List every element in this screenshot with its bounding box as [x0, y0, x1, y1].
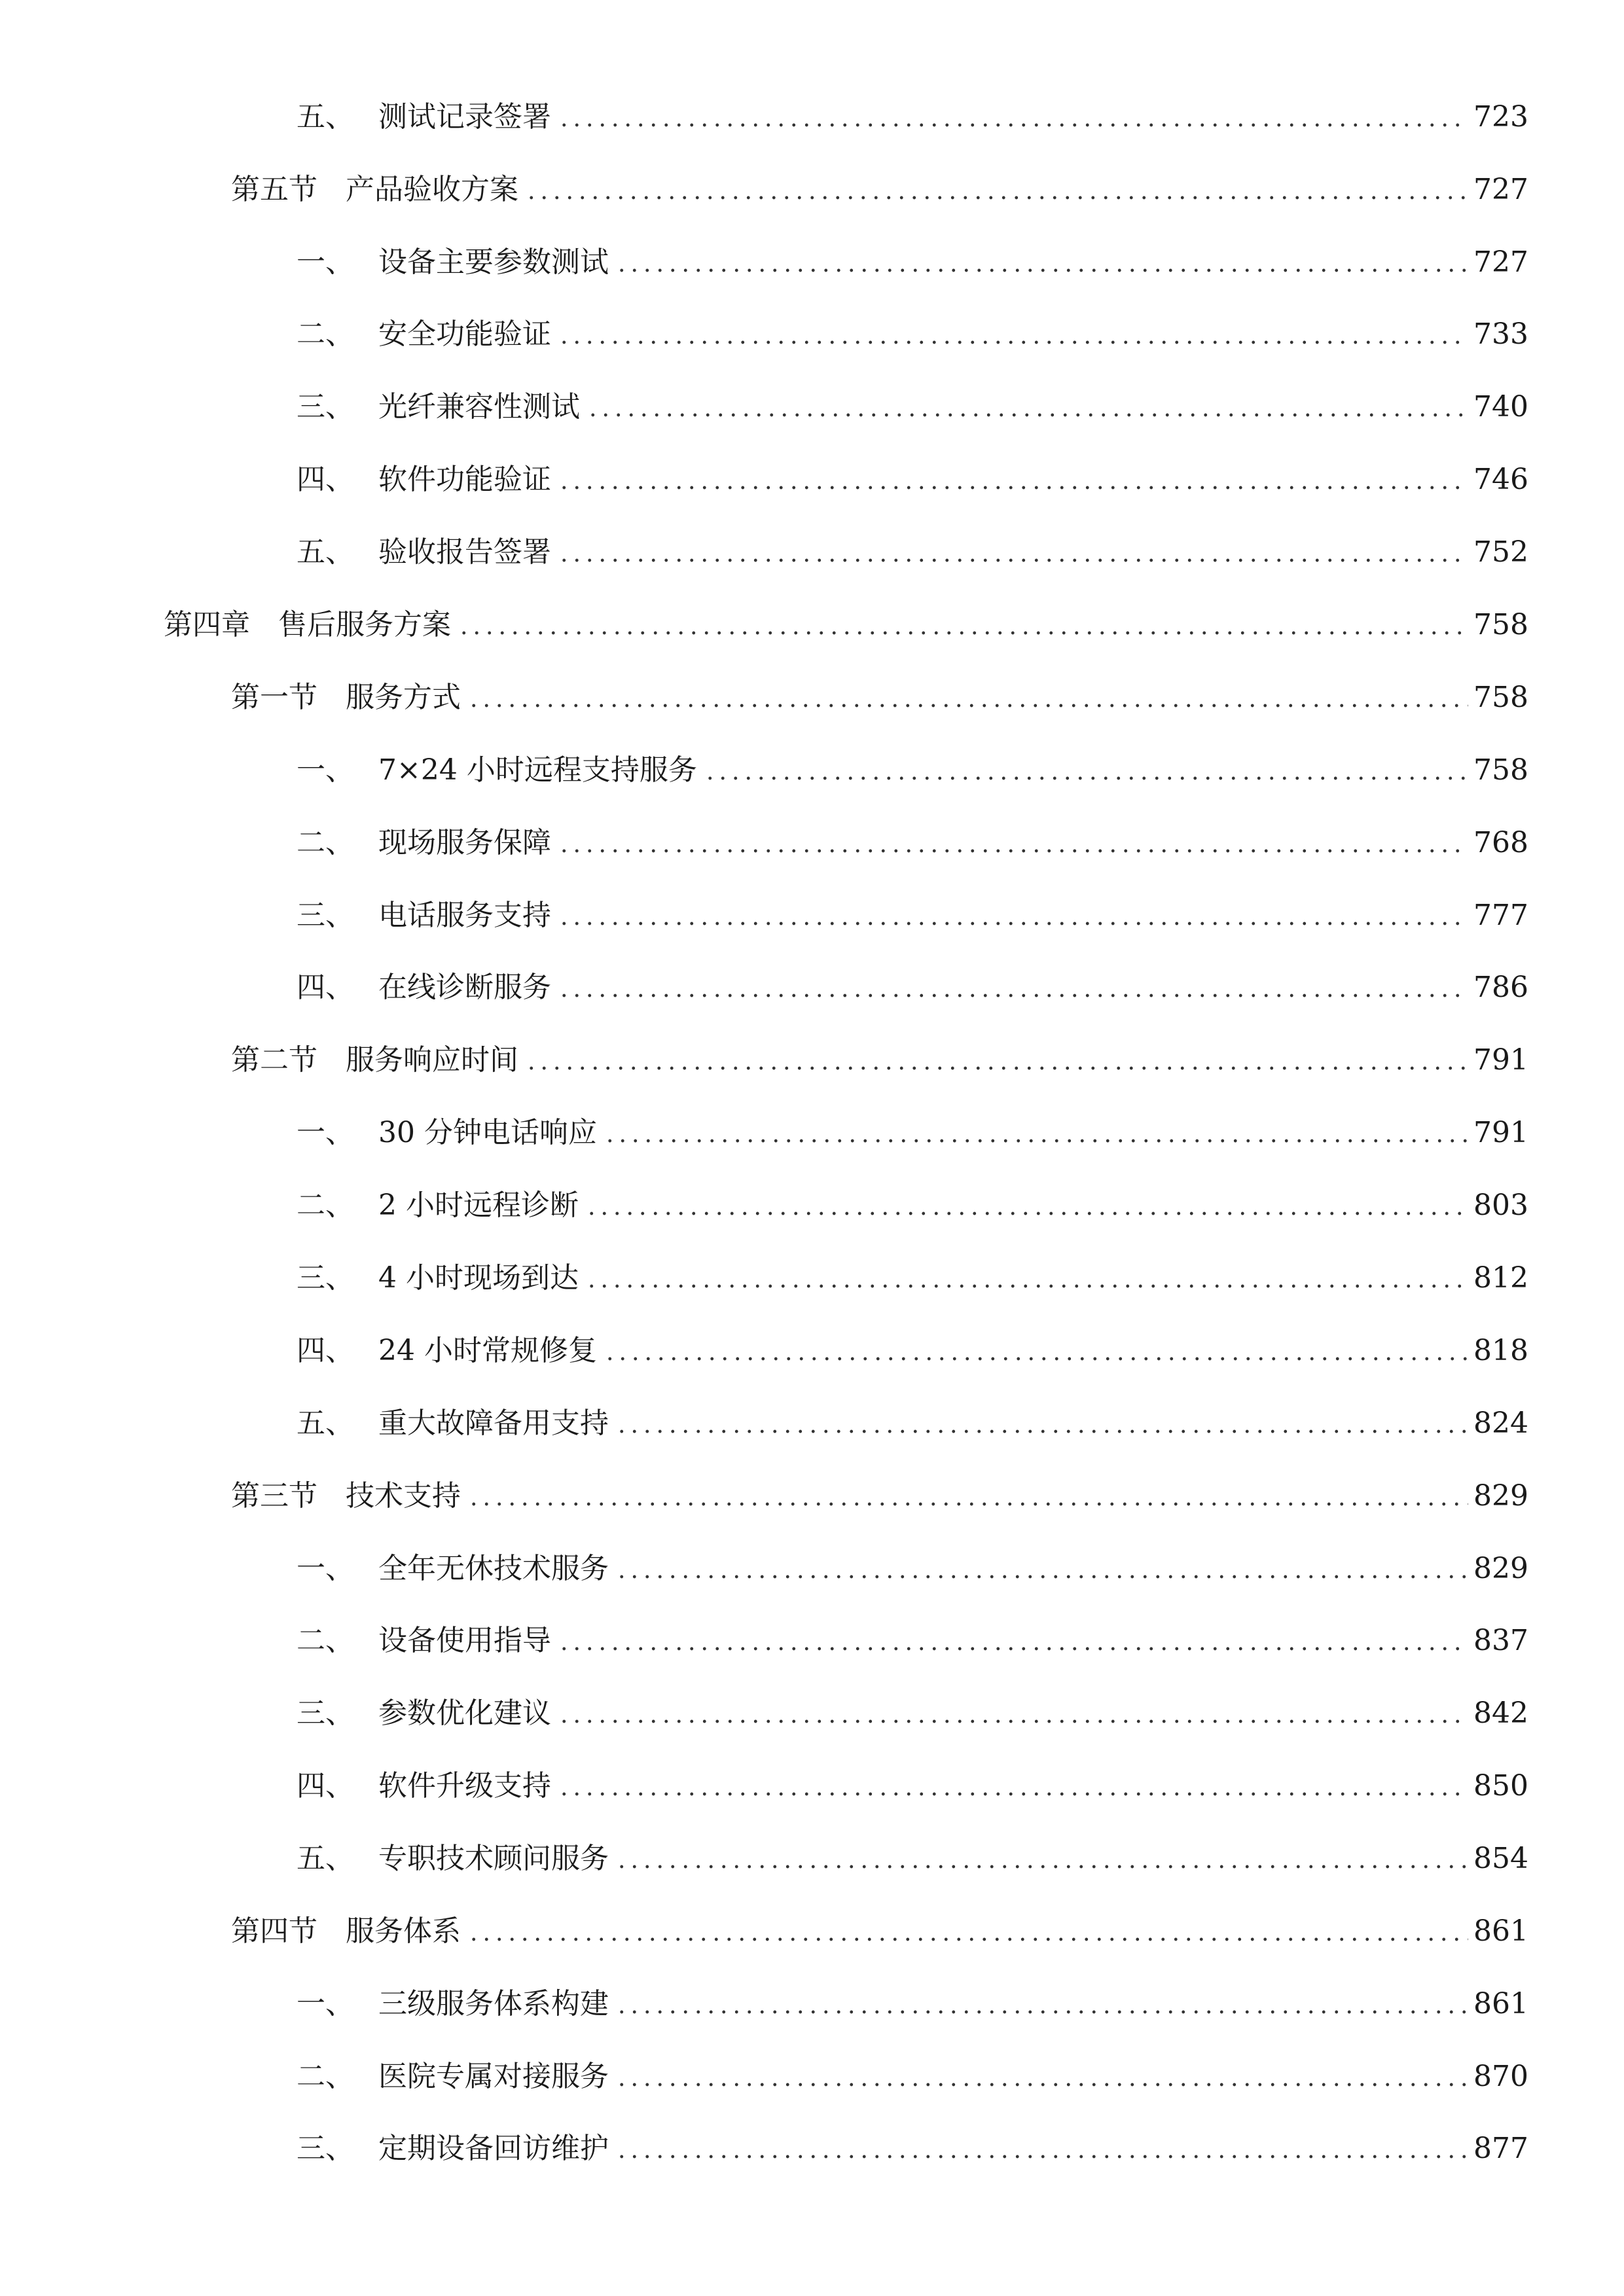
toc-entry-page: 803: [1473, 1189, 1528, 1222]
toc-entry-page: 850: [1473, 1769, 1528, 1803]
toc-entry-page: 768: [1473, 826, 1528, 859]
toc-entry-page: 861: [1473, 1914, 1528, 1948]
toc-entry-number: 五、: [297, 1407, 354, 1440]
toc-entry-number: 三、: [297, 390, 354, 423]
dot-leader: [558, 558, 1468, 562]
dot-leader: [615, 1575, 1468, 1579]
toc-entry[interactable]: [297, 1113, 1528, 1153]
toc-entry-number: 二、: [297, 1624, 354, 1657]
toc-entry-page: 752: [1473, 535, 1528, 569]
toc-entry-page: 758: [1473, 681, 1528, 714]
toc-entry[interactable]: [297, 387, 1528, 427]
dot-leader: [704, 776, 1468, 780]
toc-entry[interactable]: [297, 1549, 1528, 1588]
toc-entry-page: 791: [1473, 1043, 1528, 1077]
dot-leader: [525, 1066, 1468, 1070]
toc-entry-page: 786: [1473, 971, 1528, 1004]
toc-entry-title: 7×24 小时远程支持服务: [378, 753, 697, 787]
dot-leader: [467, 1502, 1468, 1506]
dot-leader: [615, 1865, 1468, 1869]
dot-leader: [615, 268, 1468, 272]
toc-entry-title: 服务体系: [346, 1914, 461, 1948]
toc-entry[interactable]: [231, 1477, 1528, 1516]
toc-entry-title: 2 小时远程诊断: [378, 1189, 579, 1222]
toc-entry-title: 4 小时现场到达: [378, 1261, 579, 1295]
toc-entry-number: 五、: [297, 535, 354, 569]
toc-entry[interactable]: [297, 896, 1528, 935]
toc-entry-page: 818: [1473, 1334, 1528, 1367]
dot-leader: [558, 1647, 1468, 1651]
toc-entry-number: 一、: [297, 1116, 354, 1149]
dot-leader: [558, 340, 1468, 344]
toc-entry-number: 三、: [297, 1696, 354, 1730]
toc-entry[interactable]: [297, 823, 1528, 863]
toc-entry-page: 727: [1473, 245, 1528, 279]
toc-entry[interactable]: [231, 678, 1528, 717]
toc-entry[interactable]: [297, 2129, 1528, 2168]
toc-entry-title: 安全功能验证: [378, 317, 551, 351]
toc-entry-page: 829: [1473, 1479, 1528, 1513]
toc-entry-title: 重大故障备用支持: [378, 1407, 609, 1440]
toc-entry[interactable]: [297, 243, 1528, 282]
toc-entry-number: 五、: [297, 1842, 354, 1875]
toc-entry-title: 设备主要参数测试: [378, 245, 609, 279]
toc-entry-number: 四、: [297, 1334, 354, 1367]
toc-entry-page: 791: [1473, 1116, 1528, 1149]
toc-entry[interactable]: [231, 1912, 1528, 1951]
dot-leader: [558, 486, 1468, 490]
dot-leader: [558, 994, 1468, 997]
toc-entry-number: 四、: [297, 1769, 354, 1803]
toc-entry[interactable]: [297, 1621, 1528, 1660]
dot-leader: [585, 1284, 1468, 1288]
toc-entry-number: 二、: [297, 1189, 354, 1222]
toc-entry[interactable]: [297, 315, 1528, 354]
toc-entry-title: 服务响应时间: [346, 1043, 518, 1077]
toc-entry[interactable]: [297, 533, 1528, 572]
toc-entry[interactable]: [297, 1259, 1528, 1298]
toc-entry[interactable]: [297, 968, 1528, 1007]
toc-entry-page: 837: [1473, 1624, 1528, 1657]
toc-entry-page: 733: [1473, 317, 1528, 351]
dot-leader: [615, 2010, 1468, 2014]
toc-entry-page: 854: [1473, 1842, 1528, 1875]
toc-entry-page: 829: [1473, 1552, 1528, 1585]
toc-entry-page: 727: [1473, 173, 1528, 206]
toc-entry-number: 一、: [297, 1987, 354, 2020]
toc-entry-page: 746: [1473, 463, 1528, 496]
toc-entry-page: 812: [1473, 1261, 1528, 1295]
dot-leader: [558, 922, 1468, 925]
toc-entry-number: 第五节: [231, 173, 317, 206]
toc-entry-title: 软件功能验证: [378, 463, 551, 496]
toc-entry-number: 四、: [297, 463, 354, 496]
toc-entry-number: 二、: [297, 317, 354, 351]
dot-leader: [525, 196, 1468, 200]
toc-entry-page: 870: [1473, 2060, 1528, 2093]
toc-entry-title: 售后服务方案: [278, 608, 451, 641]
toc-entry-page: 758: [1473, 753, 1528, 787]
toc-entry-number: 二、: [297, 826, 354, 859]
dot-leader: [604, 1139, 1468, 1143]
dot-leader: [615, 2083, 1468, 2087]
dot-leader: [615, 1429, 1468, 1433]
toc-entry-title: 电话服务支持: [378, 899, 551, 932]
toc-entry-title: 参数优化建议: [378, 1696, 551, 1730]
toc-entry-title: 产品验收方案: [346, 173, 518, 206]
toc-entry-title: 30 分钟电话响应: [378, 1116, 597, 1149]
toc-entry-page: 777: [1473, 899, 1528, 932]
toc-entry-title: 24 小时常规修复: [378, 1334, 597, 1367]
toc-entry-title: 专职技术顾问服务: [378, 1842, 609, 1875]
toc-entry[interactable]: [297, 1767, 1528, 1806]
toc-entry-title: 服务方式: [346, 681, 461, 714]
toc-entry-title: 软件升级支持: [378, 1769, 551, 1803]
toc-entry-number: 三、: [297, 899, 354, 932]
toc-entry-page: 842: [1473, 1696, 1528, 1730]
toc-entry-number: 第一节: [231, 681, 317, 714]
toc-entry-title: 医院专属对接服务: [378, 2060, 609, 2093]
toc-entry-number: 一、: [297, 753, 354, 787]
toc-entry-page: 861: [1473, 1987, 1528, 2020]
toc-entry-number: 一、: [297, 1552, 354, 1585]
toc-entry-number: 五、: [297, 100, 354, 134]
toc-entry-title: 在线诊断服务: [378, 971, 551, 1004]
toc-entry[interactable]: [297, 1331, 1528, 1371]
toc-entry-number: 一、: [297, 245, 354, 279]
toc-entry-number: 三、: [297, 2132, 354, 2165]
toc-entry[interactable]: [297, 1694, 1528, 1733]
toc-entry-title: 光纤兼容性测试: [378, 390, 580, 423]
toc-entry-title: 技术支持: [346, 1479, 461, 1513]
toc-entry[interactable]: [297, 1186, 1528, 1225]
toc-entry[interactable]: [297, 2057, 1528, 2096]
toc-entry[interactable]: [231, 1041, 1528, 1080]
toc-entry-number: 二、: [297, 2060, 354, 2093]
toc-entry-page: 740: [1473, 390, 1528, 423]
dot-leader: [558, 849, 1468, 853]
toc-entry-title: 现场服务保障: [378, 826, 551, 859]
toc-entry[interactable]: [297, 1404, 1528, 1443]
toc-entry-title: 设备使用指导: [378, 1624, 551, 1657]
toc-entry[interactable]: [231, 170, 1528, 209]
toc-entry-title: 验收报告签署: [378, 535, 551, 569]
toc-entry[interactable]: [297, 460, 1528, 499]
dot-leader: [458, 631, 1468, 635]
toc-entry-title: 三级服务体系构建: [378, 1987, 609, 2020]
toc-entry-title: 定期设备回访维护: [378, 2132, 609, 2165]
dot-leader: [558, 123, 1468, 127]
toc-entry-number: 第四章: [164, 608, 250, 641]
toc-entry-chapter[interactable]: [164, 605, 1528, 645]
toc-entry-page: 758: [1473, 608, 1528, 641]
toc-entry[interactable]: [297, 1984, 1528, 2024]
toc-entry[interactable]: [297, 1839, 1528, 1878]
toc-entry-number: 第二节: [231, 1043, 317, 1077]
dot-leader: [585, 1211, 1468, 1215]
dot-leader: [467, 704, 1468, 708]
dot-leader: [467, 1937, 1468, 1941]
toc-entry-title: 全年无休技术服务: [378, 1552, 609, 1585]
toc-entry-title: 测试记录签署: [378, 100, 551, 134]
dot-leader: [604, 1357, 1468, 1361]
toc-entry-number: 第四节: [231, 1914, 317, 1948]
toc-entry-page: 824: [1473, 1407, 1528, 1440]
toc-entry[interactable]: [297, 98, 1528, 137]
toc-entry-page: 723: [1473, 100, 1528, 134]
dot-leader: [615, 2155, 1468, 2159]
dot-leader: [558, 1792, 1468, 1796]
dot-leader: [558, 1719, 1468, 1723]
toc-entry-number: 四、: [297, 971, 354, 1004]
toc-entry-number: 第三节: [231, 1479, 317, 1513]
toc-entry-number: 三、: [297, 1261, 354, 1295]
dot-leader: [586, 413, 1468, 417]
toc-entry[interactable]: [297, 751, 1528, 790]
toc-entry-page: 877: [1473, 2132, 1528, 2165]
